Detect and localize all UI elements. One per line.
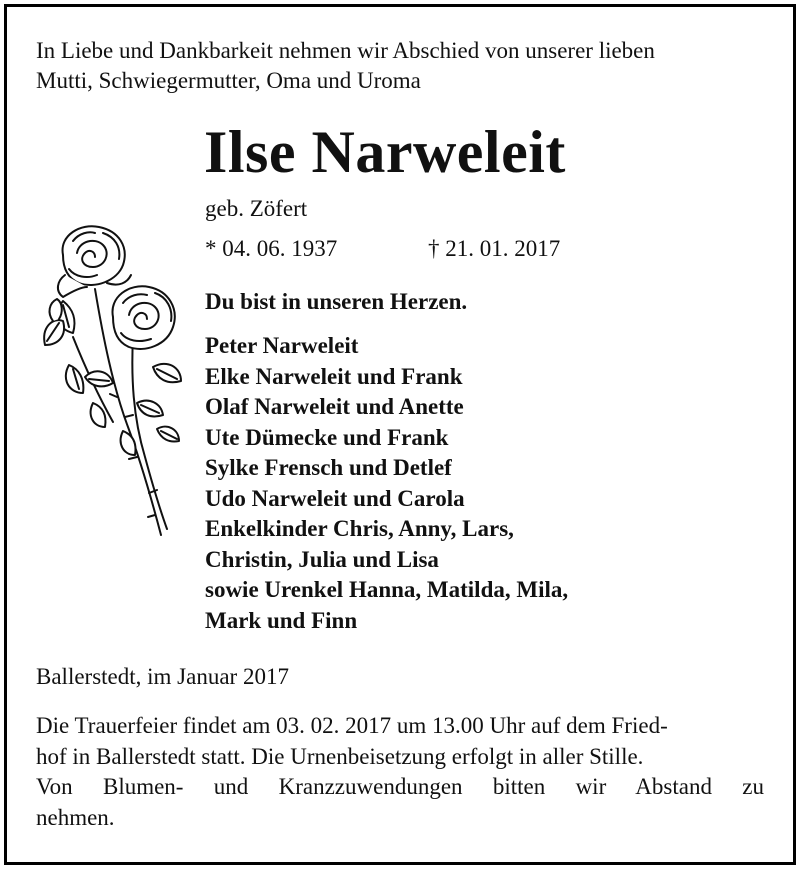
place-and-date: Ballerstedt, im Januar 2017 — [36, 664, 289, 689]
motto: Du bist in unseren Herzen. — [205, 289, 468, 314]
intro-line: Mutti, Schwiegermutter, Oma und Uroma — [36, 68, 421, 93]
intro-line: In Liebe und Dankbarkeit nehmen wir Abschied von unserer lieben — [36, 38, 655, 63]
mourners-list — [205, 331, 765, 636]
funeral-line: Von Blumen- und Kranzzuwendungen bitten wir Abstand zu — [36, 774, 764, 799]
roses-icon — [33, 217, 193, 547]
birth-date: * 04. 06. 1937 — [205, 236, 338, 261]
mourner-entry: Mark und Finn — [205, 607, 358, 633]
mourner-entry: Elke Narweleit und Frank — [205, 363, 463, 389]
mourner-entry: Ute Dümecke und Frank — [205, 424, 449, 450]
funeral-line: nehmen. — [36, 804, 115, 830]
intro-text — [36, 36, 776, 96]
maiden-name: geb. Zöfert — [205, 196, 308, 221]
deceased-name: Ilse Narweleit — [204, 119, 566, 185]
death-date: † 21. 01. 2017 — [428, 236, 561, 261]
obituary-notice — [4, 4, 796, 865]
funeral-line: Die Trauerfeier findet am 03. 02. 2017 um 13.00 Uhr auf dem Fried- — [36, 713, 668, 738]
mourner-entry: Christin, Julia und Lisa — [205, 546, 439, 572]
mourner-entry: Enkelkinder Chris, Anny, Lars, — [205, 516, 514, 541]
mourner-entry: Sylke Frensch und Detlef — [205, 455, 452, 480]
life-dates — [205, 234, 725, 264]
funeral-line: hof in Ballerstedt statt. Die Urnenbeisetzung erfolgt in aller Stille. — [36, 743, 644, 769]
mourner-entry: sowie Urenkel Hanna, Matilda, Mila, — [205, 577, 569, 602]
mourner-entry: Olaf Narweleit und Anette — [205, 394, 464, 419]
funeral-info — [36, 711, 764, 833]
mourner-entry: Udo Narweleit und Carola — [205, 485, 465, 511]
mourner-entry: Peter Narweleit — [205, 333, 359, 358]
